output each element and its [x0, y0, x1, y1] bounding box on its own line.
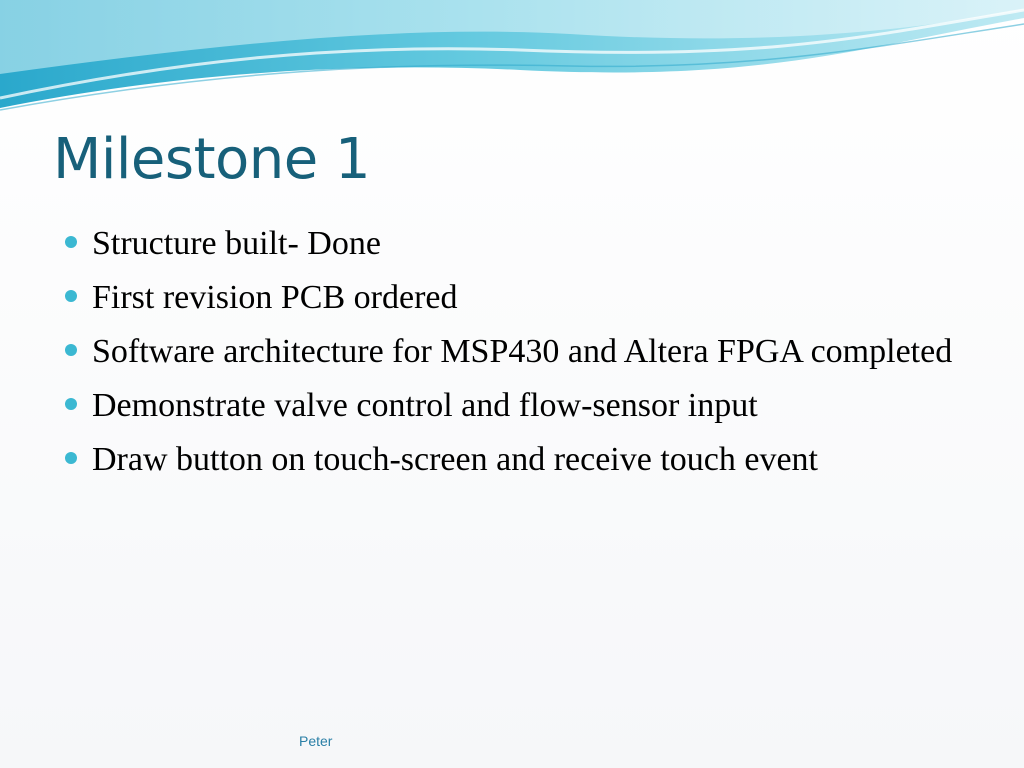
bullet-circle-icon — [65, 290, 77, 302]
bullet-text: Draw button on touch-screen and receive touch event — [92, 441, 818, 478]
bullet-circle-icon — [65, 344, 77, 356]
bullet-circle-icon — [65, 452, 77, 464]
bullet-list — [62, 222, 982, 492]
bullet-text: Software architecture for MSP430 and Altera FPGA completed — [92, 333, 953, 370]
bullet-text: Structure built- Done — [92, 225, 381, 262]
bullet-text: Demonstrate valve control and flow-sensor input — [92, 387, 758, 424]
bullet-item — [62, 330, 982, 373]
bullet-text: First revision PCB ordered — [92, 279, 458, 316]
footer-author: Peter — [299, 733, 333, 749]
bullet-item — [62, 276, 982, 319]
bullet-circle-icon — [65, 398, 77, 410]
slide-title: Milestone 1 — [53, 127, 371, 192]
bullet-circle-icon — [65, 236, 77, 248]
bullet-item — [62, 384, 982, 427]
bullet-item — [62, 222, 982, 265]
bullet-item — [62, 438, 982, 481]
wave-decoration — [0, 0, 1024, 120]
